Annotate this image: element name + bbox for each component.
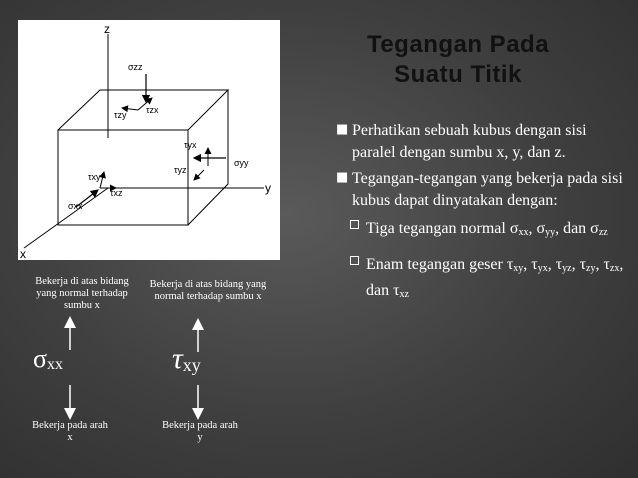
- axis-x-label: x: [20, 247, 26, 260]
- sigma-glyph: σ: [33, 344, 48, 373]
- label-sigma-yy: σyy: [234, 158, 249, 168]
- label-tau-zy: τzy: [114, 110, 127, 120]
- note-left-top: Bekerja di atas bidang yang normal terhadap sumbu x: [35, 276, 129, 311]
- label-tau-yx: τyx: [184, 140, 197, 150]
- sigma-sub: xx: [47, 356, 64, 373]
- note-right-top: Bekerja di atas bidang yang normal terhadap sumbu x: [149, 279, 267, 302]
- label-tau-zx: τzx: [146, 105, 159, 115]
- label-tau-xy: τxy: [88, 172, 101, 182]
- axis-z-label: z: [104, 22, 110, 36]
- label-tau-yz: τyz: [174, 165, 187, 175]
- title-line-1: Tegangan Pada: [366, 31, 550, 58]
- tau-glyph: τ: [172, 342, 183, 375]
- label-tau-xz: τxz: [110, 188, 123, 198]
- axis-y-label: y: [265, 181, 271, 195]
- note-right-bottom: Bekerja pada arah y: [162, 420, 238, 443]
- note-left-bottom: Bekerja pada arah x: [32, 420, 108, 443]
- title-line-2: Suatu Titik: [394, 61, 522, 88]
- tau-sub: xy: [182, 355, 201, 375]
- bullet-1-text: Perhatikan sebuah kubus dengan sisi paralel dengan sumbu x, y, dan z.: [352, 122, 587, 161]
- label-sigma-xx: σxx: [68, 201, 83, 211]
- sub-bullet-1-text: Tiga tegangan normal $\sigma_{xx}$, $\sigma_{yy}$, dan $\sigma_{zz}$: [366, 220, 608, 238]
- bullet-2-text: Tegangan-tegangan yang bekerja pada sisi kubus dapat dinyatakan dengan:: [352, 170, 623, 209]
- sub-bullet-2-text: Enam tegangan geser $\tau_{xy}$, $\tau_{yx}$, $\tau_{yz}$, $\tau_{zy}$, $\tau_{zx}$, dan $\tau_{xz}$: [366, 256, 624, 300]
- label-sigma-zz: σzz: [128, 62, 143, 72]
- bullet-square-icon: ■: [336, 170, 349, 185]
- bullet-square-icon: ■: [336, 122, 349, 137]
